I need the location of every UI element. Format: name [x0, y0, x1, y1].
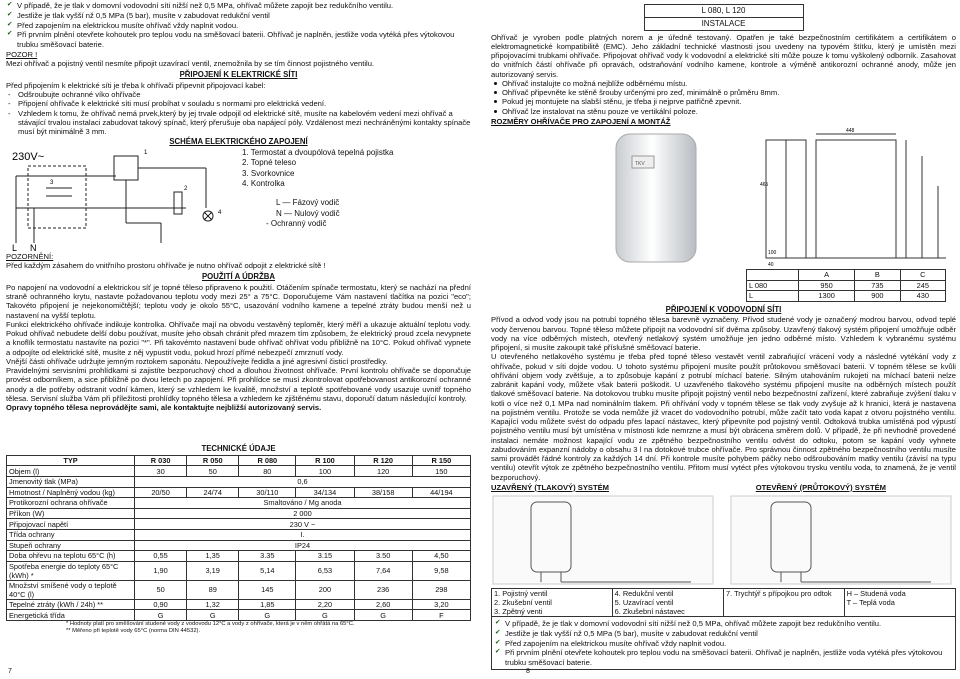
table-cell: 145: [239, 580, 296, 599]
install-text: Ohřívač je vyroben podle platných norem a je úředně testovaný. Opatřen je také bezpečnostním certifikátem a certifikátem o elektromagnetické kompatibilitě (EMC). Jeho základní technické vlastnosti jsou uvedeny na typovém štítku, který je umístěn mezi připojovacími trubkami ohřívače. Připojovat ohřívač vody k vodovodní a elektrické síti může pouze k tomu vyškolený odborník. Zasahovat do vnitřních částí ohřívače při opravách, odstraňování vodního kamene, kontrole a výměně antikorozní ochranné anody, může jen autorizovaný servis.: [491, 32, 956, 79]
schema-section: [6, 148, 471, 252]
list-item: ✔ Při prvním plnění otevřete kohoutek pro teplou vodu na směšovací baterii. Ohřívač je naplněn, jestliže voda vytéká přes výtokovou trubku směšovací baterie.: [6, 30, 471, 49]
legend-item: 1. Termostat a dvoupólová tepelná pojistka: [242, 147, 394, 157]
svg-text:1: 1: [144, 149, 148, 156]
heater-image: [586, 126, 736, 269]
closed-system-diagram: [493, 496, 713, 584]
page-number-left: 7: [8, 668, 12, 675]
table-row: [7, 466, 471, 477]
electric-step: - Vzhledem k tomu, že ohřívač nemá prvek,který by jej trvale odpojil od elektrické sítě, musíte na kabelovém vedení mezi ohřívač a stávající trvalou instalaci zabudovat takový spínač, který přerušuje oba napájecí póly. Vzdálenost mezi nechráněnými kontakty spínače musí být minimálně 3 mm.: [6, 109, 471, 137]
table-row: [7, 540, 471, 551]
table-cell: Množství smíšené vody o teplotě 40°C (l): [7, 580, 135, 599]
list-item: ✔ Před zapojením na elektrickou musíte ohřívač vždy naplnit vodou.: [494, 639, 953, 648]
water-heading: PŘIPOJENÍ K VODOVODNÍ SÍTI: [665, 304, 782, 314]
dims-section: [491, 126, 956, 269]
table-cell: 2 000: [135, 508, 471, 519]
table-cell: Objem (l): [7, 466, 135, 477]
system-drawings: [491, 492, 956, 587]
table-cell: 4,50: [412, 551, 470, 562]
table-row: [7, 498, 471, 509]
table-cell: Třída ochrany: [7, 529, 135, 540]
dims-heading: ROZMĚRY OHŘÍVAČE PRO ZAPOJENÍ A MONTÁŽ: [491, 116, 671, 126]
table-cell: Spotřeba energie do teploty 65°C (kWh) *: [7, 561, 135, 580]
open-system-diagram: [731, 496, 951, 584]
list-item: ✔ Jestliže je tlak vyšší nž 0,5 MPa (5 bar), musíte v zabudovat redukční ventil: [494, 629, 953, 638]
table-cell: G: [135, 610, 187, 621]
table-row: [7, 529, 471, 540]
svg-text:3: 3: [50, 179, 54, 186]
tech-table-body: [7, 466, 471, 621]
bottom-bullets: [491, 617, 956, 670]
table-row: [7, 599, 471, 610]
tech-note: ** Měřeno při teplotě vody 65°C (norma DIN 44532).: [66, 628, 201, 635]
table-cell: G: [296, 610, 354, 621]
table-cell: I.: [135, 529, 471, 540]
parts-table: [491, 588, 956, 617]
tech-note: * Hodnoty platí pro směšování studené vody z vodovodu 12°C a vody z ohřívače, která je v něm ohřátá na 65°C.: [66, 621, 355, 627]
table-row: L 080 950 735 245: [747, 280, 946, 291]
electric-intro: Před připojením k elektrické síti je třeba k ohřívači připevnit připojovací kabel:: [6, 80, 266, 90]
table-cell: 20/50: [135, 487, 187, 498]
table-cell: 30/110: [239, 487, 296, 498]
table-cell: 200: [296, 580, 354, 599]
table-cell: 30: [135, 466, 187, 477]
table-row: [7, 519, 471, 530]
intro-bullets: [6, 0, 471, 49]
dimension-drawing: [746, 126, 956, 269]
schema-heading: SCHÉMA ELEKTRICKÉHO ZAPOJENÍ: [169, 137, 308, 147]
table-row: [7, 508, 471, 519]
table-cell: 298: [412, 580, 470, 599]
heater-label: TKV: [635, 161, 645, 167]
dim-offset: 100: [768, 250, 777, 256]
table-cell: 50: [187, 466, 239, 477]
table-cell: 9,58: [412, 561, 470, 580]
table-cell: 150: [412, 466, 470, 477]
table-cell: G: [354, 610, 412, 621]
legend-item: 2. Topné teleso: [242, 158, 297, 168]
table-row: [7, 476, 471, 487]
list-item: Pokud jej montujete na slabší stěnu, je třeba ji nejprve patřičně zpevnit.: [491, 97, 956, 106]
usage-paragraph: Po napojení na vodovodní a elektrickou síť je topné těleso připraveno k použití. Otáčením spínače termostatu, který se nachází na přední straně ochranného krytu, nastavte požadovanou teplotu vody mezi 25° a 75°C. Doporučujeme Vám nastavení tlačítka na pozici "eco"; Takovéto připojení je nejekonomičtější; teplotu vody je okolo 55°C, usazování vodního kamene a tepelné ztráty budou menší než u nastavení na vyšší teplotu.: [6, 282, 471, 320]
table-cell: 1,85: [239, 599, 296, 610]
table-row: [7, 551, 471, 562]
table-cell: 1,35: [187, 551, 239, 562]
table-cell: 44/194: [412, 487, 470, 498]
table-cell: 0,55: [135, 551, 187, 562]
wire-legend: [266, 197, 340, 230]
pozor-label: POZOR !: [6, 49, 38, 59]
list-item: Ohřívač lze instalovat na stěnu pouze ve vertikální poloze.: [491, 107, 956, 116]
list-item: ✔ V případě, že je tlak v domovní vodovodní síti nižší než 0,5 MPa, ohřívač můžete zapojit bez redukčního ventilu.: [494, 619, 953, 628]
table-cell: 80: [239, 466, 296, 477]
electric-step: - Připojení ohřívače k elektrické síti musí probíhat v souladu s normami pro elektrická vedení.: [6, 99, 471, 108]
install-heading: INSTALACE: [701, 18, 746, 28]
table-cell: 2,20: [296, 599, 354, 610]
closed-system-label: UZAVŘENÝ (TLAKOVÝ) SYSTÉM: [491, 482, 609, 492]
table-cell: 89: [187, 580, 239, 599]
tech-table: [6, 455, 471, 621]
table-cell: G: [187, 610, 239, 621]
open-system-label: OTEVŘENÝ (PRŮTOKOVÝ) SYSTÉM: [755, 482, 886, 492]
table-cell: 50: [135, 580, 187, 599]
page-number-right: 8: [526, 668, 530, 675]
legend-item: 3. Svorkovnice: [242, 168, 295, 178]
table-cell: Připojovací napětí: [7, 519, 135, 530]
table-cell: Smaltováno / Mg anoda: [135, 498, 471, 509]
table-row: [7, 580, 471, 599]
table-cell: Energetická třída: [7, 610, 135, 621]
table-cell: Příkon (W): [7, 508, 135, 519]
table-cell: 0,6: [135, 476, 471, 487]
legend-item: 4. Kontrolka: [242, 178, 285, 188]
table-cell: 24/74: [187, 487, 239, 498]
usage-heading: POUŽITÍ A ÚDRŽBA: [201, 272, 276, 282]
list-item: ✔ Před zapojením na elektrickou musíte ohřívač vždy naplnit vodou.: [6, 21, 471, 30]
table-row: [7, 610, 471, 621]
terminal-l: L: [12, 242, 18, 252]
table-cell: 1,90: [135, 561, 187, 580]
water-paragraph: Přívod a odvod vody jsou na potrubí topného tělesa barevně vyznačeny. Přívod studené vody je označený modrou barvou, odvod teplé vody červenou barvou. Topné těleso můžete připojit na vodovodní síť dvěma způsoby. Uzavřený tlakový systém připojení umožňuje odběr vody na více odběrných místech, otevřený netlakový systém umožňuje jen jedno odběrné místo. Vzhledem k vybranému systému připojení, si musíte zakoupit také příslušné směšovací baterie.: [491, 315, 956, 353]
usage-paragraph: Pravidelnými servisními prohlídkami si zajistíte bezporuchový chod a dlouhou životnost ohřívače. První kontrolu ohřívače se doporučuje provést odborníkem, a sice přibližně po dvou letech po zapojení. Při prohlídce se musí zkontrolovat opotřebovanost antikorozní ochranné anody a dle potřeby odstranit vodní kámen, který se vzhledem ke kvalitě, množství a teplotě spotřebované vody usazuje uvnitř topného tělesa. Servisní služba Vám při příležitosti prohlídky topného tělesa a vzhledem ke zjištěnému stavu, doporučí datum následující kontroly.: [6, 366, 471, 403]
table-row: L 1300 900 430: [747, 291, 946, 302]
table-row: 1. Pojistný ventil 2. Zkušební ventil 3. Zpětný venti 4. Redukční ventil 5. Uzavírací ventil 6. Zkušební nástavec 7. Trychtýř s přípojkou pro odtok H – Studená voda T – Teplá voda: [492, 589, 956, 617]
tech-heading: TECHNICKÉ ÚDAJE: [201, 444, 276, 454]
table-cell: 7,64: [354, 561, 412, 580]
system-diagrams: [491, 492, 956, 587]
table-row: TYP R 030 R 050 R 080 R 100 R 120 R 150: [7, 455, 471, 466]
usage-paragraph: Vnější části ohřívače udržujte jemným roztokem saponátu. Nepoužívejte ředidla a jiné agresivní čisticí prostředky.: [6, 356, 388, 366]
model-label: L 080, L 120: [645, 5, 803, 18]
legend-item: - Ochranný vodič: [266, 219, 327, 229]
table-cell: Doba ohřevu na teplotu 65°C (h): [7, 551, 135, 562]
table-row: [7, 487, 471, 498]
dim-width: 448: [846, 128, 855, 134]
heater-body: [616, 134, 696, 262]
table-cell: Stupeň ochrany: [7, 540, 135, 551]
table-cell: 3.15: [296, 551, 354, 562]
table-cell: 5,14: [239, 561, 296, 580]
table-cell: 38/158: [354, 487, 412, 498]
legend-item: L — Fázový vodič: [276, 197, 340, 207]
table-cell: 230 V ~: [135, 519, 471, 530]
svg-text:4: 4: [218, 209, 222, 216]
table-cell: Tepelné ztráty (kWh / 24h) **: [7, 599, 135, 610]
tech-notes: [66, 621, 471, 635]
legend-item: N — Nulový vodič: [276, 208, 340, 218]
water-paragraph: U otevřeného netlakového systému je třeba před topné těleso vestavět ventil zabraňující vrácení vody a následné vytékání vody z ohřívače, pokud v síti dojde vodou. U tohoto systému připojení musíte použít průtokovou směšovací baterii. V topném tělese se kvůli ohřívání objem vody zvětšuje, a to způsobuje kapání z potrubí míchací baterie. Silným utahováním rukojeti na míchací baterii nelze zabránit kapání vody, můžete však baterii poškodit. U uzavřeného tlakového systému připojení musíte na odběrných místech použít tlakové směšovací baterie. Na dotokovou trubku musíte připojit pojistný ventil nebo bezpečnostní zařízení, které zabraňuje zvýšení tlaku v kotli o více než 0,1 MPa nad nominálním tlakem. Při ohřívání vody v topném tělese se tlak vody zvyšuje až k hranici, která je nastavena na pojistném ventilu. Protože se voda nemůže již vracet do vodovodního potrubí, může začít tato voda kapat z otvoru pojistného ventilu. Kapající vodu můžete svést do odpadu přes lapací nástavec, který připevníte pod pojistný ventil. Odtoková trubka umístěná pod výpustí pojistného ventilu musí být umístěna v místnosti kde nemrzne a musí být obrácena směrem dolů. V případě, že při nevhodně provedené instalaci nemáte možnost kapající vodu ze zpětného bezpečnostního ventilu odvést do odtoku, potom se kapání vody vyhnete zabudováním expanzní nádoby o obsahu 3 l na dotokové trubce ohřívače. Pro správnou činnost zpětného bezpečnostního ventilu musíte sami provádět řádné kontroly za každých 14 dní. Při kontrole musíte pohybem páčky nebo odšroubováním matky ventilu (závisí na typu ventilu) otevřít výtok ze zpětného bezpečnostního ventilu. Přitom musí vytéct přes výtokovou trysku ventilu voda, to znamená, že je ventil bezporuchový.: [491, 352, 956, 482]
table-cell: 2,60: [354, 599, 412, 610]
table-cell: 34/134: [296, 487, 354, 498]
table-row: A B C: [747, 270, 946, 281]
table-cell: Jmenovitý tlak (MPa): [7, 476, 135, 487]
usage-paragraph: Funkci elektrického ohřívače indikuje kontrolka. Ohřívače mají na obvodu vestavěný teploměr, který měří a ukazuje aktuální teplotu vody. Pokud ohřívač nebudete delší dobu používat, musíte jeho obsah chránit před mrazem tím způsobem, že elektrický proud zcela nevypnete a knoflík termostatu nastavíte na pozici "*". Při takovémto nastavení bude ohřívač ohřívat vodu přibližně na 10°C. Pokud ohřívač vypnete a odpojíte od elektrické sítě, musíte z něj vypustit vodu, pokud hrozí přímé nebezpečí zmrznutí vody.: [6, 319, 471, 357]
table-cell: IP24: [135, 540, 471, 551]
notice-text: Před každým zásahem do vnitřního prostoru ohřívače je nutno ohřívač odpojit z elektrické sítě !: [6, 261, 326, 270]
table-cell: Protikorozní ochrana ohřívače: [7, 498, 135, 509]
table-cell: 100: [296, 466, 354, 477]
table-cell: 3.50: [354, 551, 412, 562]
list-item: ✔ V případě, že je tlak v domovní vodovodní síti nižší než 0,5 MPa, ohřívač můžete zapojit bez redukčního ventilu.: [6, 1, 471, 10]
table-cell: 0,90: [135, 599, 187, 610]
heating-element-symbol: [174, 192, 182, 214]
table-cell: 120: [354, 466, 412, 477]
list-item: Ohřívač připevněte ke stěně šrouby určenými pro zeď, minimálně o průměru 8mm.: [491, 88, 956, 97]
model-box: [644, 4, 804, 31]
table-cell: G: [239, 610, 296, 621]
table-row: [7, 561, 471, 580]
table-cell: 3,20: [412, 599, 470, 610]
system-labels: [491, 483, 956, 492]
list-item: Ohřívač instalujte co možná nejblíže odběrnému místu.: [491, 79, 956, 88]
left-page: [6, 0, 471, 635]
dim-depth: 465: [760, 182, 769, 188]
terminal-box: [28, 166, 86, 228]
wiring-diagram: [6, 148, 236, 252]
list-item: ✔ Jestliže je tlak vyšší nž 0,5 MPa (5 bar), musíte v zabudovat redukční ventil: [6, 11, 471, 20]
terminal-n: N: [30, 242, 37, 252]
right-page: [491, 0, 956, 670]
list-item: ✔ Při prvním plnění otevřete kohoutek pro teplou vodu na směšovací baterii. Ohřívač je naplněn, jestliže voda vytéká přes výtokovou trubku směšovací baterie.: [494, 648, 953, 667]
thermostat-symbol: [114, 156, 138, 180]
heater-outline: [816, 140, 896, 258]
table-cell: 6,53: [296, 561, 354, 580]
table-cell: 3,19: [187, 561, 239, 580]
pozor-text: Mezi ohřívač a pojistný ventil nesmíte připojit uzavírací ventil, znemožnila by se tím činnost pojistného ventilu.: [6, 59, 375, 68]
table-cell: Hmotnost / Naplněný vodou (kg): [7, 487, 135, 498]
table-cell: 1,32: [187, 599, 239, 610]
notice-label: POZORNĚNÍ:: [6, 251, 54, 261]
svg-text:2: 2: [184, 185, 188, 192]
table-cell: 236: [354, 580, 412, 599]
table-cell: 3.35: [239, 551, 296, 562]
table-cell: F: [412, 610, 470, 621]
schema-voltage: 230V~: [12, 150, 45, 163]
dim-pipe: 40: [768, 262, 774, 268]
dims-table: [746, 269, 946, 302]
electric-step: - Odšroubujte ochranné víko ohřívače: [6, 90, 471, 99]
electric-heading: PŘIPOJENÍ K ELEKTRICKÉ SÍTI: [179, 70, 298, 80]
usage-warning: Opravy topného tělesa neprovádějte sami, ale kontaktujte nejbližší autorizovaný servis.: [6, 403, 322, 412]
schema-legend: [242, 148, 394, 190]
